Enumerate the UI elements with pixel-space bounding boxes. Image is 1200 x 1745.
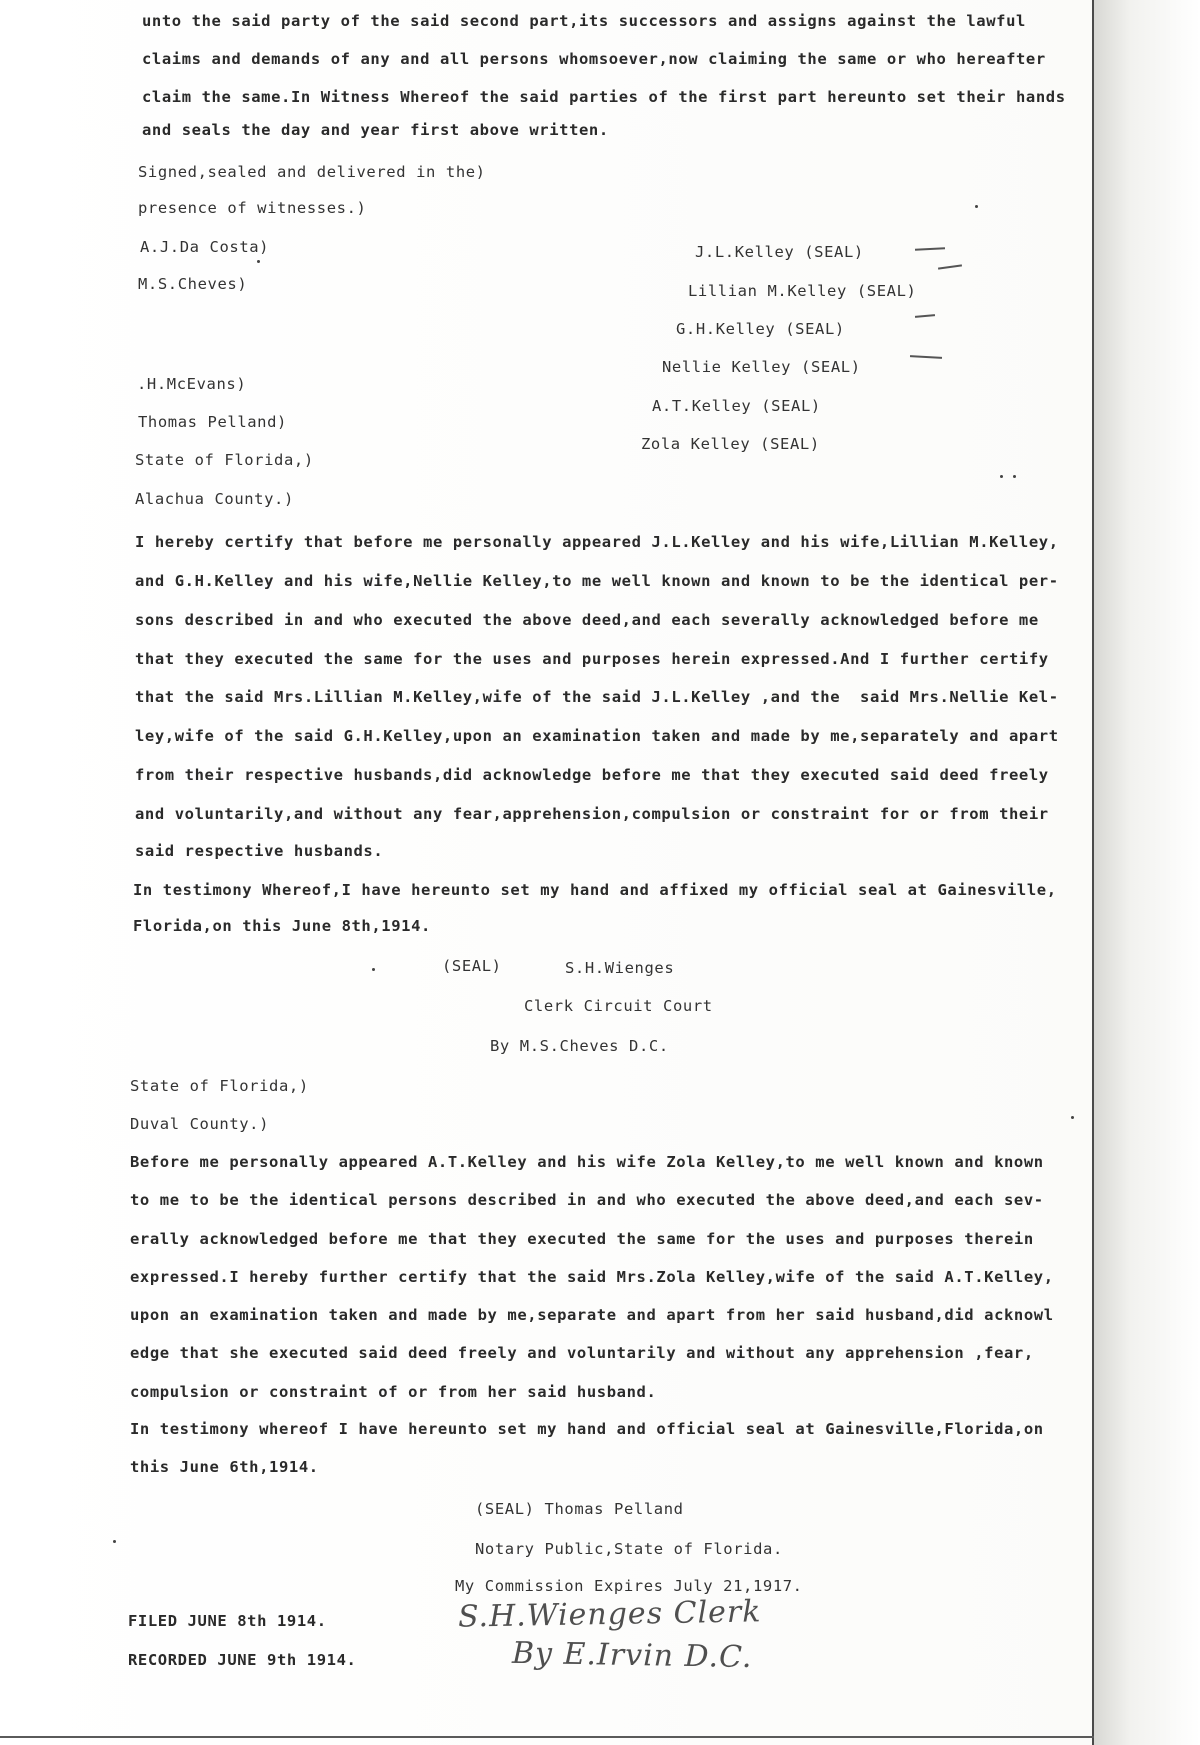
filed-stamp: FILED JUNE 8th 1914. (128, 1612, 327, 1630)
ack1-body-line: from their respective husbands,did acknowledge before me that they executed said deed freely (135, 766, 1049, 784)
notary-title: Notary Public,State of Florida. (475, 1540, 783, 1558)
grantor-signature: J.L.Kelley (SEAL) (695, 243, 864, 261)
pen-tick (915, 314, 935, 318)
ack1-body-line: I hereby certify that before me personally appeared J.L.Kelley and his wife,Lillian M.Kelley, (135, 533, 1059, 551)
ack1-body-line: ley,wife of the said G.H.Kelley,upon an examination taken and made by me,separately and apart (135, 727, 1059, 745)
ack2-body-line: erally acknowledged before me that they executed the same for the uses and purposes therein (130, 1230, 1034, 1248)
ack1-body-line: sons described in and who executed the above deed,and each severally acknowledged before me (135, 611, 1039, 629)
venue-line: Alachua County.) (135, 490, 294, 508)
ack1-body-line: and G.H.Kelley and his wife,Nellie Kelley,to me well known and known to be the identical per- (135, 572, 1059, 590)
seal-mark: (SEAL) (442, 957, 502, 975)
grantor-signature: Zola Kelley (SEAL) (641, 435, 820, 453)
ack2-body-line: Before me personally appeared A.T.Kelley and his wife Zola Kelley,to me well known and known (130, 1153, 1044, 1171)
ack1-body-line: that the said Mrs.Lillian M.Kelley,wife of the said J.L.Kelley ,and the said Mrs.Nellie Kel- (135, 688, 1059, 706)
page-margin-shadow (1094, 0, 1200, 1745)
testimony-line: this June 6th,1914. (130, 1458, 319, 1476)
ack2-body-line: to me to be the identical persons described in and who executed the above deed,and each sev- (130, 1191, 1044, 1209)
pen-tick (915, 247, 945, 251)
page-right-edge (1092, 0, 1094, 1745)
scan-speck (1000, 475, 1003, 478)
clerk-name: S.H.Wienges (565, 959, 675, 977)
scan-speck (113, 1540, 116, 1543)
scan-speck (1013, 475, 1016, 478)
recorded-stamp: RECORDED JUNE 9th 1914. (128, 1651, 357, 1669)
ack2-body-line: compulsion or constraint of or from her said husband. (130, 1383, 657, 1401)
opening-line: claim the same.In Witness Whereof the said parties of the first part hereunto set their hands (142, 88, 1066, 106)
scan-speck (257, 260, 260, 263)
pen-tick (938, 264, 962, 269)
scan-speck (975, 205, 978, 208)
venue-line: Duval County.) (130, 1115, 270, 1133)
pen-tick (910, 355, 942, 359)
grantor-signature: Lillian M.Kelley (SEAL) (688, 282, 917, 300)
ack1-body-line: said respective husbands. (135, 842, 384, 860)
scan-speck (372, 968, 375, 971)
witness-name: A.J.Da Costa) (140, 238, 270, 256)
handwritten-deputy-signature: By E.Irvin D.C. (511, 1635, 753, 1676)
ack1-body-line: and voluntarily,and without any fear,apprehension,compulsion or constraint for or from their (135, 805, 1049, 823)
grantor-signature: Nellie Kelley (SEAL) (662, 358, 861, 376)
attestation-line: Signed,sealed and delivered in the) (138, 163, 486, 181)
clerk-title: Clerk Circuit Court (524, 997, 713, 1015)
venue-line: State of Florida,) (135, 451, 314, 469)
handwritten-clerk-signature: S.H.Wienges Clerk (457, 1594, 762, 1635)
testimony-line: Florida,on this June 8th,1914. (133, 917, 431, 935)
witness-name: M.S.Cheves) (138, 275, 248, 293)
opening-line: unto the said party of the said second part,its successors and assigns against the lawful (142, 12, 1026, 30)
opening-line: claims and demands of any and all persons whomsoever,now claiming the same or who hereafter (142, 50, 1046, 68)
witness-name: Thomas Pelland) (138, 413, 287, 431)
notary-commission: My Commission Expires July 21,1917. (455, 1577, 803, 1595)
page-bottom-edge (0, 1736, 1094, 1738)
ack2-body-line: expressed.I hereby further certify that the said Mrs.Zola Kelley,wife of the said A.T.Kelley, (130, 1268, 1054, 1286)
witness-name: .H.McEvans) (137, 375, 247, 393)
venue-line: State of Florida,) (130, 1077, 309, 1095)
ack1-body-line: that they executed the same for the uses and purposes herein expressed.And I further certify (135, 650, 1049, 668)
ack2-body-line: edge that she executed said deed freely and voluntarily and without any apprehension ,fear, (130, 1344, 1034, 1362)
deputy-clerk: By M.S.Cheves D.C. (490, 1037, 669, 1055)
testimony-line: In testimony Whereof,I have hereunto set my hand and affixed my official seal at Gainesville, (133, 881, 1057, 899)
ack2-body-line: upon an examination taken and made by me,separate and apart from her said husband,did acknowl (130, 1306, 1054, 1324)
attestation-line: presence of witnesses.) (138, 199, 367, 217)
notary-seal-line: (SEAL) Thomas Pelland (475, 1500, 684, 1518)
grantor-signature: A.T.Kelley (SEAL) (652, 397, 821, 415)
grantor-signature: G.H.Kelley (SEAL) (676, 320, 845, 338)
testimony-line: In testimony whereof I have hereunto set my hand and official seal at Gainesville,Florida,on (130, 1420, 1044, 1438)
scan-speck (1071, 1116, 1074, 1119)
opening-line: and seals the day and year first above written. (142, 121, 609, 139)
